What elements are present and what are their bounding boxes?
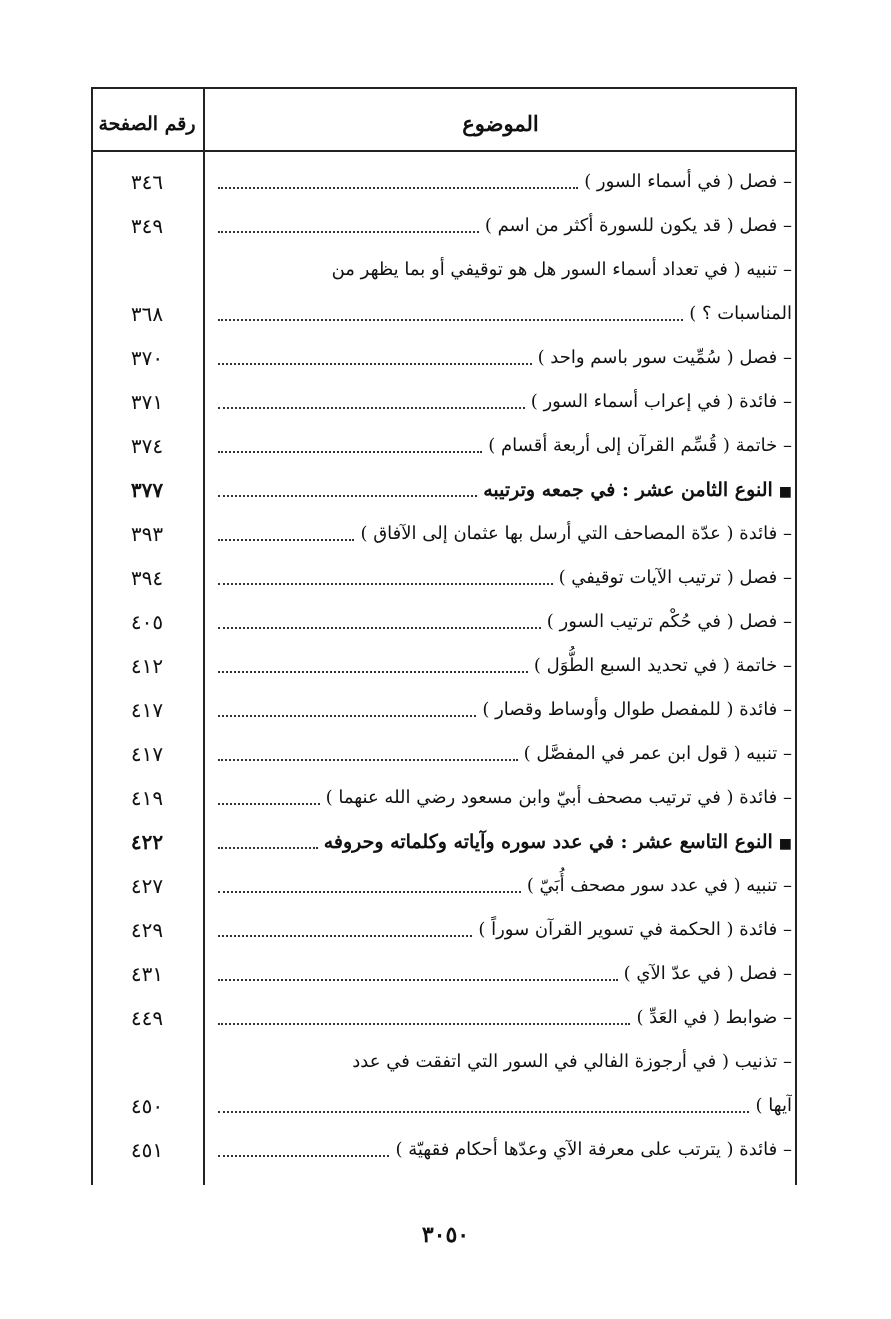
toc-row <box>0 558 891 598</box>
toc-row <box>0 954 891 994</box>
header-topic: الموضوع <box>462 111 539 136</box>
toc-entry: – فائدة ( للمفصل طوال وأوساط وقصار ) <box>482 699 792 720</box>
toc-page: ٣٧٠ <box>130 346 164 370</box>
toc-row <box>0 162 891 202</box>
toc-row <box>0 646 891 686</box>
toc-row <box>0 998 891 1038</box>
toc-entry: – تذنيب ( في أرجوزة الفالي في السور التي اتفقت في عدد <box>352 1051 792 1072</box>
toc-entry: – خاتمة ( قُسِّم القرآن إلى أربعة أقسام ) <box>488 435 792 456</box>
square-bullet-icon: ■ <box>778 836 792 852</box>
toc-entry: آيها ) <box>755 1095 792 1116</box>
toc-page <box>92 250 202 290</box>
toc-entry: – تنبيه ( في عدد سور مصحف أُبَيّ ) <box>526 875 792 896</box>
toc-entry: – فائدة ( الحكمة في تسوير القرآن سوراً ) <box>478 919 792 940</box>
toc-row <box>0 602 891 642</box>
toc-row <box>0 338 891 378</box>
toc-page: ٣٧٤ <box>130 434 164 458</box>
toc-row <box>0 206 891 246</box>
toc-entry: – تنبيه ( قول ابن عمر في المفصَّل ) <box>523 743 792 764</box>
toc-row <box>0 910 891 950</box>
toc-row <box>0 514 891 554</box>
toc-row <box>0 426 891 466</box>
toc-page: ٤٢٢ <box>130 830 164 854</box>
toc-page: ٣٤٦ <box>130 170 164 194</box>
toc-row <box>0 690 891 730</box>
toc-page: ٤٥٠ <box>130 1094 164 1118</box>
toc-page <box>92 1042 202 1082</box>
toc-entry: – فصل ( سُمِّيت سور باسم واحد ) <box>537 347 792 368</box>
toc-page: ٤٠٥ <box>130 610 164 634</box>
toc-page: ٤١٢ <box>130 654 164 678</box>
toc-row <box>0 734 891 774</box>
toc-page: ٤٢٩ <box>130 918 164 942</box>
toc-row <box>0 778 891 818</box>
toc-page: ٣٦٨ <box>130 302 164 326</box>
toc-entry: – فصل ( في عدّ الآي ) <box>623 963 792 984</box>
toc-page: ٤١٧ <box>130 698 164 722</box>
toc-row <box>0 250 891 290</box>
toc-entry: – خاتمة ( في تحديد السبع الطُّوَل ) <box>533 655 792 676</box>
toc-entry: – فصل ( قد يكون للسورة أكثر من اسم ) <box>484 215 792 236</box>
toc-page: ٣٩٣ <box>130 522 164 546</box>
toc-row <box>0 294 891 334</box>
toc-section-row <box>0 470 891 510</box>
toc-entry: المناسبات ؟ ) <box>689 303 792 324</box>
toc-page: ٣٧١ <box>130 390 164 414</box>
header-divider <box>91 150 797 152</box>
toc-section-row <box>0 822 891 862</box>
toc-entry: – فائدة ( في ترتيب مصحف أبيّ وابن مسعود رضي الله عنهما ) <box>325 787 792 808</box>
toc-row <box>0 382 891 422</box>
toc-page: ٣٩٤ <box>130 566 164 590</box>
toc-entry: – فصل ( ترتيب الآيات توقيفي ) <box>558 567 792 588</box>
toc-page: ٤١٧ <box>130 742 164 766</box>
toc-section-title: النوع التاسع عشر : في عدد سوره وآياته وكلماته وحروفه <box>323 831 773 853</box>
toc-page: ٤٤٩ <box>130 1006 164 1030</box>
toc-row <box>0 1130 891 1170</box>
toc-entry: – فائدة ( عدّة المصاحف التي أرسل بها عثمان إلى الآفاق ) <box>360 523 792 544</box>
toc-page: ٣٤٩ <box>130 214 164 238</box>
toc-entry: – فائدة ( في إعراب أسماء السور ) <box>530 391 792 412</box>
square-bullet-icon: ■ <box>778 484 792 500</box>
toc-entry: – ضوابط ( في العَدِّ ) <box>636 1007 792 1028</box>
toc-page: ٣٧٧ <box>130 478 164 502</box>
toc-page: ٤٢٧ <box>130 874 164 898</box>
toc-entry: – فائدة ( يترتب على معرفة الآي وعدّها أحكام فقهيّة ) <box>395 1139 792 1160</box>
header-page-number: رقم الصفحة <box>98 113 196 135</box>
toc-page: ٤١٩ <box>130 786 164 810</box>
toc-page: ٤٥١ <box>130 1138 164 1162</box>
toc-row <box>0 866 891 906</box>
toc-entry: – فصل ( في حُكْم ترتيب السور ) <box>546 611 792 632</box>
toc-row <box>0 1042 891 1082</box>
toc-entry: – تنبيه ( في تعداد أسماء السور هل هو توقيفي أو بما يظهر من <box>331 259 792 280</box>
toc-row <box>0 1086 891 1126</box>
toc-entry: – فصل ( في أسماء السور ) <box>584 171 792 192</box>
page-folio-number: ٣٠٥٠ <box>421 1222 470 1248</box>
toc-section-title: النوع الثامن عشر : في جمعه وترتيبه <box>483 479 773 501</box>
toc-page: ٤٣١ <box>130 962 164 986</box>
